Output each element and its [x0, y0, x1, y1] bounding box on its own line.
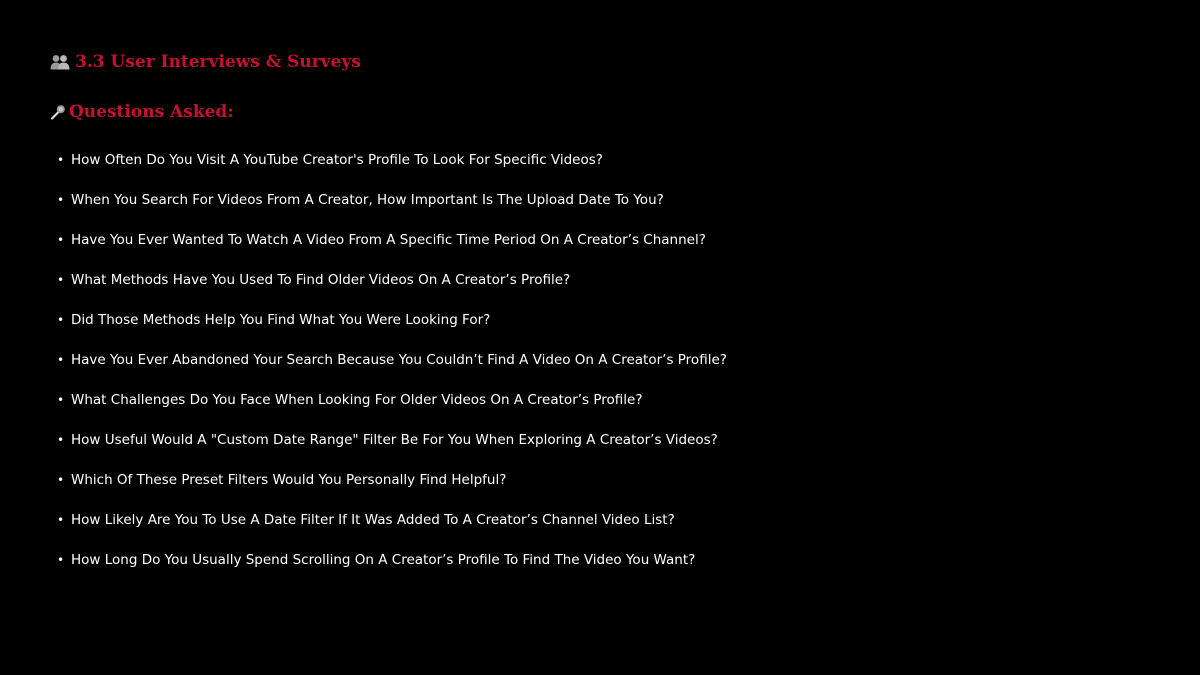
- question-text: Which Of These Preset Filters Would You Personally Find Helpful?: [71, 472, 507, 488]
- bullet: •: [57, 273, 65, 287]
- list-item: [57, 190, 727, 230]
- bullet: •: [57, 433, 65, 447]
- list-item: [57, 230, 727, 270]
- bullet: •: [57, 233, 65, 247]
- question-list: [57, 150, 727, 590]
- section-title: 3.3 User Interviews & Surveys: [75, 52, 361, 72]
- microphone-icon: [50, 104, 66, 120]
- bullet: •: [57, 353, 65, 367]
- bullet: •: [57, 313, 65, 327]
- bullet: •: [57, 153, 65, 167]
- bullet: •: [57, 393, 65, 407]
- list-item: [57, 350, 727, 390]
- questions-heading-title: Questions Asked:: [69, 102, 234, 122]
- question-text: Did Those Methods Help You Find What You Were Looking For?: [71, 312, 491, 328]
- questions-heading: [50, 102, 234, 122]
- question-text: How Likely Are You To Use A Date Filter If It Was Added To A Creator’s Channel Video List?: [71, 512, 675, 528]
- question-text: Have You Ever Wanted To Watch A Video From A Specific Time Period On A Creator’s Channel?: [71, 232, 706, 248]
- people-icon: [50, 54, 70, 70]
- question-text: When You Search For Videos From A Creator, How Important Is The Upload Date To You?: [71, 192, 664, 208]
- question-text: What Challenges Do You Face When Looking For Older Videos On A Creator’s Profile?: [71, 392, 643, 408]
- section-heading: [50, 52, 361, 72]
- list-item: [57, 430, 727, 470]
- list-item: [57, 470, 727, 510]
- question-text: What Methods Have You Used To Find Older Videos On A Creator’s Profile?: [71, 272, 571, 288]
- list-item: [57, 150, 727, 190]
- question-text: Have You Ever Abandoned Your Search Because You Couldn’t Find A Video On A Creator’s Profile?: [71, 352, 727, 368]
- bullet: •: [57, 553, 65, 567]
- list-item: [57, 390, 727, 430]
- question-text: How Useful Would A "Custom Date Range" Filter Be For You When Exploring A Creator’s Videos?: [71, 432, 718, 448]
- bullet: •: [57, 513, 65, 527]
- question-text: How Often Do You Visit A YouTube Creator's Profile To Look For Specific Videos?: [71, 152, 603, 168]
- list-item: [57, 270, 727, 310]
- bullet: •: [57, 193, 65, 207]
- bullet: •: [57, 473, 65, 487]
- list-item: [57, 510, 727, 550]
- list-item: [57, 550, 727, 590]
- question-text: How Long Do You Usually Spend Scrolling On A Creator’s Profile To Find The Video You Want?: [71, 552, 696, 568]
- list-item: [57, 310, 727, 350]
